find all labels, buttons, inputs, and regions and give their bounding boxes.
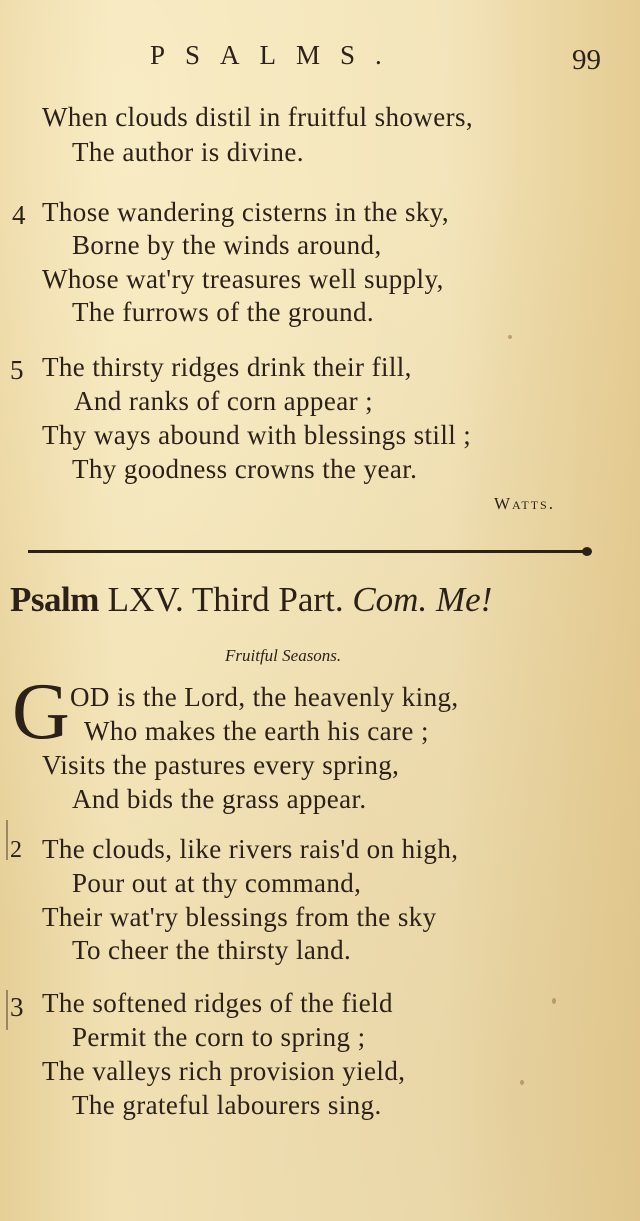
verse-line: To cheer the thirsty land. [72, 935, 352, 965]
verse-line: Their wat'ry blessings from the sky [42, 902, 437, 932]
psalm-heading [10, 580, 492, 620]
page-number: 99 [572, 44, 601, 76]
psalm-label: Psalm [10, 580, 99, 619]
verse-line: Borne by the winds around, [72, 230, 382, 260]
stanza-number: 5 [10, 355, 24, 385]
verse-line: Thy ways abound with blessings still ; [42, 420, 472, 450]
paper-speck [552, 998, 556, 1004]
verse-line: And bids the grass appear. [72, 784, 367, 814]
verse-line: Permit the corn to spring ; [72, 1022, 366, 1052]
verse-line: The thirsty ridges drink their fill, [42, 352, 412, 382]
verse-line: The furrows of the ground. [72, 297, 375, 327]
margin-mark [6, 990, 8, 1030]
verse-line: The author is divine. [72, 137, 304, 167]
stanza-number: 4 [12, 200, 26, 230]
running-head: PSALMS. [150, 40, 402, 70]
verse-line: The grateful labourers sing. [72, 1090, 382, 1120]
author-signature: Watts. [494, 494, 555, 513]
psalm-meter: Com. Me! [352, 580, 493, 619]
verse-line: The valleys rich provision yield, [42, 1056, 406, 1086]
verse-line: OD is the Lord, the heavenly king, [70, 682, 459, 712]
verse-line: Thy goodness crowns the year. [72, 454, 418, 484]
verse-line: Pour out at thy command, [72, 868, 362, 898]
verse-line: The clouds, like rivers rais'd on high, [42, 834, 459, 864]
verse-line: When clouds distil in fruitful showers, [42, 102, 474, 132]
stanza-number: 3 [10, 992, 24, 1022]
verse-line: The softened ridges of the field [42, 988, 393, 1018]
verse-line: Visits the pastures every spring, [42, 750, 400, 780]
paper-speck [520, 1080, 524, 1085]
divider-end-ornament [582, 547, 592, 556]
verse-line: Whose wat'ry treasures well supply, [42, 264, 444, 294]
section-divider [28, 550, 590, 553]
psalm-number-part: LXV. Third Part. [107, 580, 344, 619]
verse-line: Those wandering cisterns in the sky, [42, 197, 450, 227]
verse-line: And ranks of corn appear ; [74, 386, 374, 416]
margin-mark [6, 820, 8, 860]
stanza-number: 2 [10, 837, 22, 863]
drop-cap: G [12, 668, 70, 756]
psalm-subtitle: Fruitful Seasons. [225, 646, 342, 665]
verse-line: Who makes the earth his care ; [84, 716, 429, 746]
paper-speck [508, 335, 512, 339]
